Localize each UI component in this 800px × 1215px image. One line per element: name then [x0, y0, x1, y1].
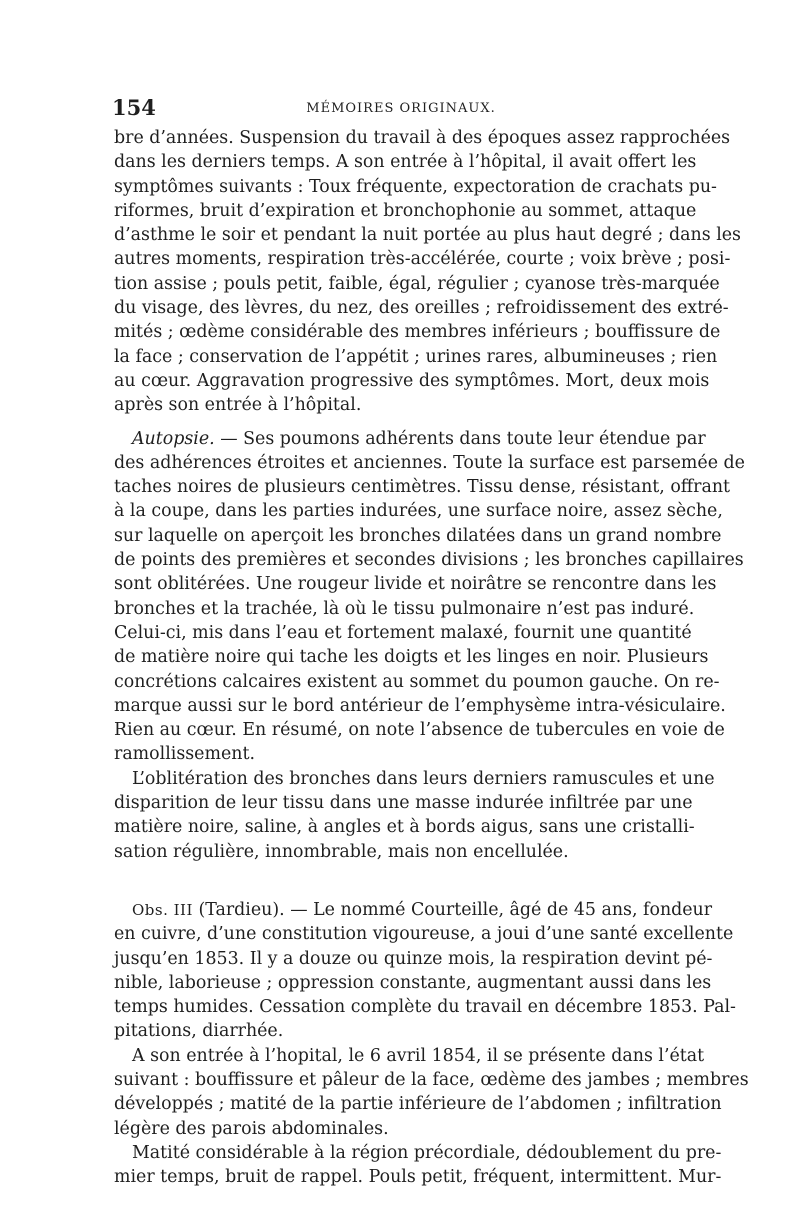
text-line: Matité considérable à la région précordiale, dédoublement du pre- [132, 1142, 722, 1163]
paragraph-observation-3 [114, 898, 736, 1044]
text-line: Rien au cœur. En résumé, on note l’absence de tubercules en voie de [114, 720, 725, 741]
text-run: (Tardieu). — Le nommé Courteille, âgé de 45 ans, fondeur [192, 899, 713, 920]
text-line: bre d’années. Suspension du travail à des époques assez rapprochées [114, 128, 731, 148]
text-line [114, 898, 713, 922]
page-header [112, 95, 690, 119]
paragraph-autopsy [114, 427, 745, 767]
paragraph-obliteration [114, 767, 715, 864]
text-line: de matière noire qui tache les doigts et les linges en noir. Plusieurs [114, 647, 709, 668]
text-line: développés ; matité de la partie inférieure de l’abdomen ; infiltration [114, 1094, 722, 1115]
observation-label: Obs. III [132, 900, 193, 919]
text-line: L’oblitération des bronches dans leurs derniers ramuscules et une [132, 768, 715, 789]
text-line: Celui-ci, mis dans l’eau et fortement malaxé, fournit une quantité [114, 622, 692, 643]
text-line: temps humides. Cessation complète du travail en décembre 1853. Pal- [114, 997, 736, 1018]
autopsy-heading: Autopsie. [132, 428, 215, 449]
text-line: autres moments, respiration très-accélérée, courte ; voix brève ; posi- [114, 249, 731, 270]
body-text [114, 126, 749, 1189]
text-line: mier temps, bruit de rappel. Pouls petit, fréquent, intermittent. Mur- [114, 1167, 722, 1188]
paragraph-admission [114, 1044, 749, 1141]
text-line: sur laquelle on aperçoit les bronches dilatées dans un grand nombre [114, 525, 722, 546]
text-line: tion assise ; pouls petit, faible, égal, régulier ; cyanose très-marquée [114, 273, 720, 294]
text-line: sont oblitérées. Une rougeur livide et noirâtre se rencontre dans les [114, 574, 717, 595]
text-line: marque aussi sur le bord antérieur de l’emphysème intra-vésiculaire. [114, 695, 726, 716]
text-line: taches noires de plusieurs centimètres. Tissu dense, résistant, offrant [114, 477, 731, 498]
text-line: A son entrée à l’hopital, le 6 avril 1854, il se présente dans l’état [132, 1045, 705, 1066]
text-line: pitations, diarrhée. [114, 1021, 284, 1042]
text-line: en cuivre, d’une constitution vigoureuse, a joui d’une santé excellente [114, 924, 734, 945]
text-line: disparition de leur tissu dans une masse indurée infiltrée par une [114, 793, 693, 814]
text-line: matière noire, saline, à angles et à bords aigus, sans une cristalli- [114, 817, 695, 838]
text-line: légère des parois abdominales. [114, 1118, 389, 1139]
text-line: concrétions calcaires existent au sommet du poumon gauche. On re- [114, 671, 720, 692]
text-line: sation régulière, innombrable, mais non encellulée. [114, 841, 569, 862]
text-line: riformes, bruit d’expiration et bronchophonie au sommet, attaque [114, 200, 697, 221]
paragraph-case-history [114, 126, 741, 418]
text-line: symptômes suivants : Toux fréquente, expectoration de crachats pu- [114, 176, 717, 197]
text-line: des adhérences étroites et anciennes. Toute la surface est parsemée de [114, 452, 745, 473]
running-head: MÉMOIRES ORIGINAUX. [306, 101, 496, 116]
text-line: du visage, des lèvres, du nez, des oreilles ; refroidissement des extré- [114, 298, 729, 319]
text-line: jusqu’en 1853. Il y a douze ou quinze mois, la respiration devint pé- [114, 948, 713, 969]
text-line: ramollissement. [114, 744, 255, 765]
text-line: à la coupe, dans les parties indurées, une surface noire, assez sèche, [114, 501, 723, 522]
text-line: de points des premières et secondes divisions ; les bronches capillaires [114, 550, 744, 571]
text-line: après son entrée à l’hôpital. [114, 395, 362, 416]
text-line: bronches et la trachée, là où le tissu pulmonaire n’est pas induré. [114, 598, 695, 619]
text-line: mités ; œdème considérable des membres inférieurs ; bouffissure de [114, 322, 721, 343]
text-line: dans les derniers temps. A son entrée à l’hôpital, il avait offert les [114, 152, 697, 173]
paragraph-precordial [114, 1141, 722, 1190]
text-line: suivant : bouffissure et pâleur de la face, œdème des jambes ; membres [114, 1069, 749, 1090]
text-run: — Ses poumons adhérents dans toute leur étendue par [214, 428, 706, 449]
text-line: la face ; conservation de l’appétit ; urines rares, albumineuses ; rien [114, 346, 718, 367]
text-line [114, 427, 706, 451]
text-line: nible, laborieuse ; oppression constante, augmentant aussi dans les [114, 972, 712, 993]
text-line: au cœur. Aggravation progressive des symptômes. Mort, deux mois [114, 370, 710, 391]
page-number: 154 [112, 95, 156, 120]
text-line: d’asthme le soir et pendant la nuit portée au plus haut degré ; dans les [114, 225, 741, 246]
